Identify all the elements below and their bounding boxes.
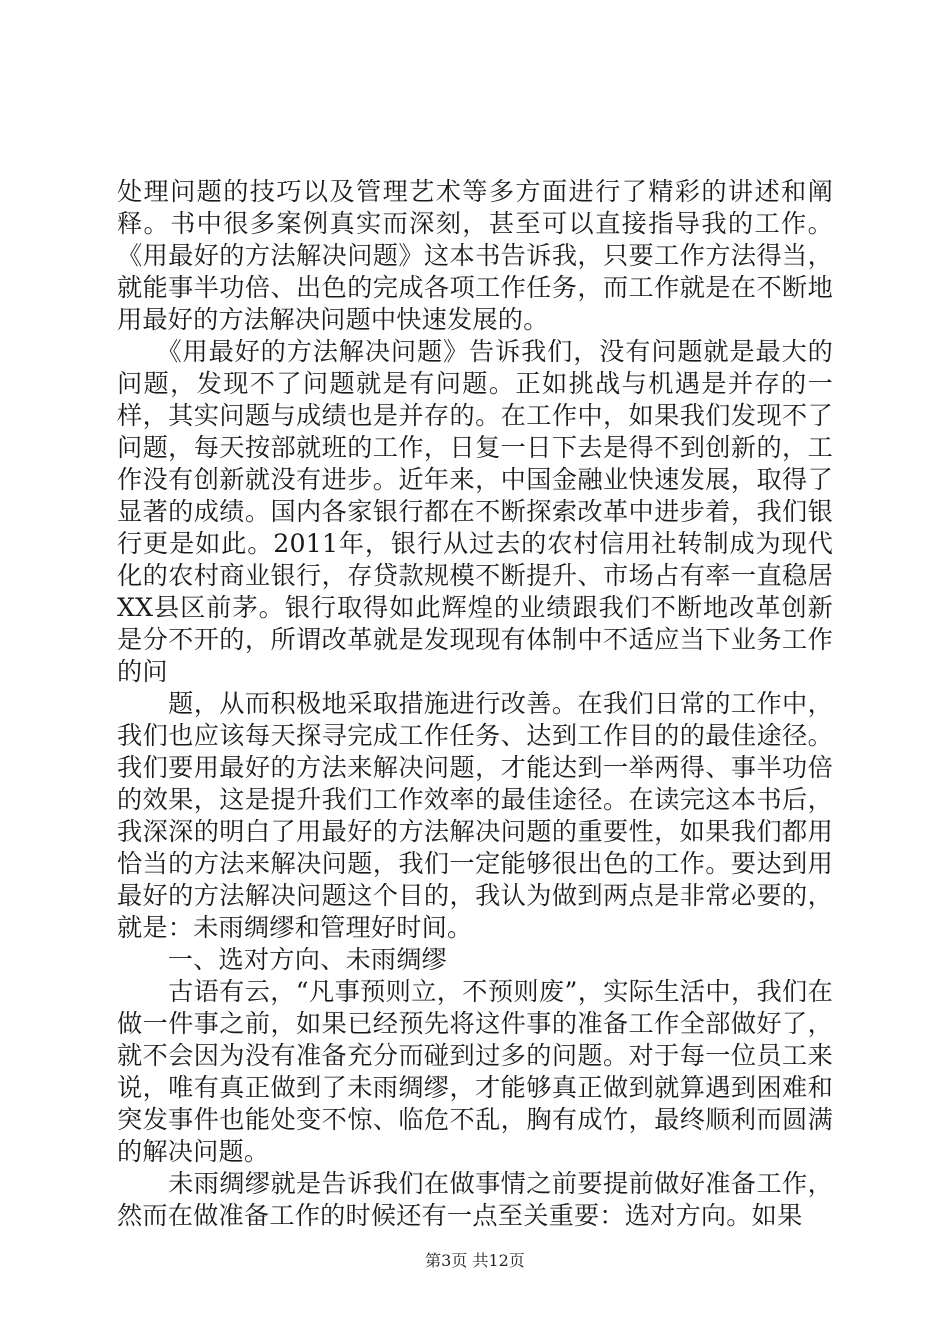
section-heading: 一、选对方向、未雨绸缪 xyxy=(117,945,448,974)
paragraph-5: 未雨绸缪就是告诉我们在做事情之前要提前做好准备工作，然而在做准备工作的时候还有一点至关重要：选对方向。如果 xyxy=(117,1169,833,1230)
page-number-footer: 第3页 共12页 xyxy=(425,1251,525,1270)
paragraph-4: 古语有云，“凡事预则立，不预则废”，实际生活中，我们在做一件事之前，如果已经预先将这件事的准备工作全部做好了，就不会因为没有准备充分而碰到过多的问题。对于每一位员工来说，唯有真正做到了未雨绸缪，才能够真正做到就算遇到困难和突发事件也能处变不惊、临危不乱，胸有成竹，最终顺利而圆满的解决问题。 xyxy=(117,977,833,1166)
paragraph-3: 题，从而积极地采取措施进行改善。在我们日常的工作中，我们也应该每天探寻完成工作任务、达到工作目的的最佳途径。我们要用最好的方法来解决问题，才能达到一举两得、事半功倍的效果，这是提升我们工作效率的最佳途径。在读完这本书后，我深深的明白了用最好的方法解决问题的重要性，如果我们都用恰当的方法来解决问题，我们一定能够很出色的工作。要达到用最好的方法解决问题这个目的，我认为做到两点是非常必要的，就是：未雨绸缪和管理好时间。 xyxy=(117,689,833,942)
paragraph-1: 处理问题的技巧以及管理艺术等多方面进行了精彩的讲述和阐释。书中很多案例真实而深刻，甚至可以直接指导我的工作。《用最好的方法解决问题》这本书告诉我，只要工作方法得当，就能事半功倍、出色的完成各项工作任务，而工作就是在不断地用最好的方法解决问题中快速发展的。 xyxy=(117,177,833,334)
paragraph-2: 《用最好的方法解决问题》告诉我们，没有问题就是最大的问题，发现不了问题就是有问题。正如挑战与机遇是并存的一样，其实问题与成绩也是并存的。在工作中，如果我们发现不了问题，每天按部就班的工作，日复一日下去是得不到创新的，工作没有创新就没有进步。近年来，中国金融业快速发展，取得了显著的成绩。国内各家银行都在不断探索改革中进步着，我们银行更是如此。2011年，银行从过去的农村信用社转制成为现代化的农村商业银行，存贷款规模不断提升、市场占有率一直稳居XX县区前茅。银行取得如此辉煌的业绩跟我们不断地改革创新是分不开的，所谓改革就是发现现有体制中不适应当下业务工作的问 xyxy=(117,337,833,686)
document-body xyxy=(117,176,833,1232)
